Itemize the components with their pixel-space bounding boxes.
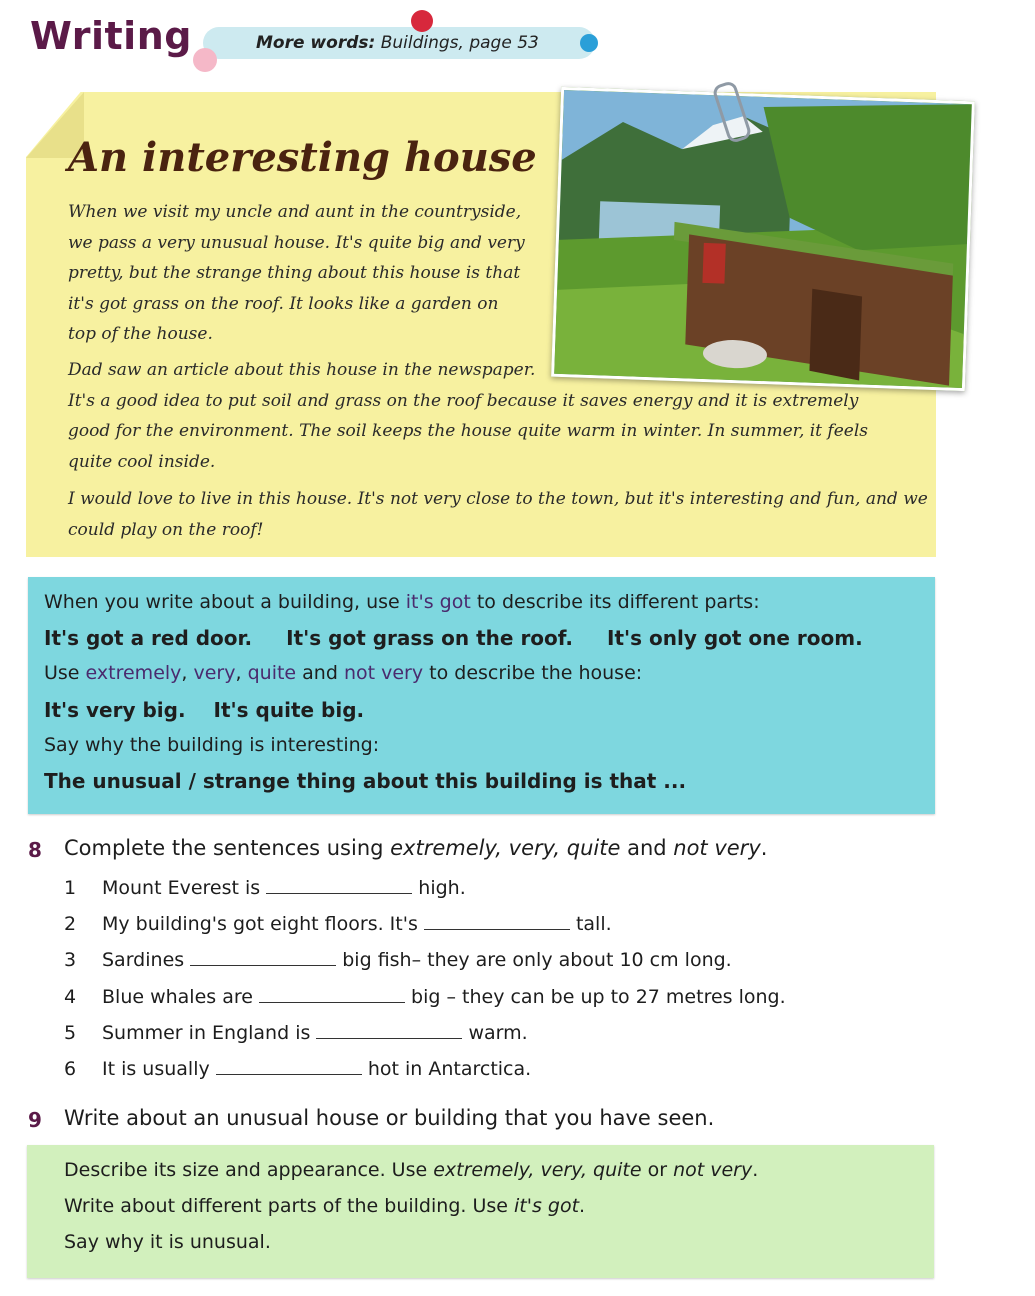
tip-text: to describe the house: (423, 662, 643, 684)
note-line: It's a good idea to put soil and grass on the roof because it saves energy and it is extremely (68, 390, 859, 411)
prompt-text: Describe its size and appearance. Use (64, 1159, 434, 1181)
tip-highlight: very (193, 662, 236, 684)
exercise-8-item-4 (64, 982, 786, 1008)
exercise-9-number: 9 (28, 1108, 42, 1132)
item-text-after: big fish– they are only about 10 cm long. (342, 949, 732, 971)
note-paragraph-3 (68, 484, 928, 545)
tip-highlight: extremely (85, 662, 182, 684)
more-words-reference (256, 33, 539, 53)
decorative-dot-pink (193, 48, 217, 72)
item-text-before: Sardines (102, 949, 185, 971)
item-text-before: Blue whales are (102, 986, 253, 1008)
more-words-label: More words: (256, 33, 376, 53)
item-text-after: warm. (468, 1022, 528, 1044)
item-number: 5 (64, 1022, 77, 1044)
tip-text: Use (44, 662, 86, 684)
decorative-dot-red (411, 10, 433, 32)
item-text-after: big – they can be up to 27 metres long. (411, 986, 786, 1008)
exercise-8-item-6 (64, 1054, 531, 1080)
instruction-text: . (760, 836, 768, 860)
exercise-8-instruction (64, 836, 767, 860)
answer-blank[interactable] (266, 873, 412, 894)
prompt-text: . (579, 1195, 586, 1217)
tip-line-2: Use extremely, very, quite and not very to describe the house: (44, 662, 643, 684)
note-line: top of the house. (68, 324, 213, 344)
tip-line-3: Say why the building is interesting: (44, 734, 380, 756)
item-number: 1 (64, 877, 77, 899)
answer-blank[interactable] (316, 1018, 462, 1039)
exercise-8-item-5 (64, 1018, 528, 1044)
note-line: it's got grass on the roof. It looks like a garden on (68, 293, 499, 314)
note-title: An interesting house (68, 134, 537, 181)
tip-line-1 (44, 591, 760, 613)
tip-highlight: not very (343, 662, 424, 684)
tip-example-3: The unusual / strange thing about this building is that ... (44, 769, 687, 793)
note-line: pretty, but the strange thing about this house is that (68, 263, 521, 283)
prompt-text: . (752, 1159, 759, 1181)
note-line: I would love to live in this house. It's not very close to the town, but it's interesting and fun, and we (68, 489, 928, 509)
prompt-italic: it's got (514, 1195, 580, 1217)
item-number: 4 (64, 986, 77, 1008)
item-text-before: Summer in England is (102, 1022, 311, 1044)
more-words-page: Buildings, page 53 (380, 33, 539, 53)
exercise-8-number: 8 (28, 838, 42, 862)
tip-example: It's quite big. (213, 698, 365, 722)
item-number: 2 (64, 913, 77, 935)
grass-roof-house-photo (551, 87, 975, 391)
item-text-before: Mount Everest is (102, 877, 261, 899)
note-line: good for the environment. The soil keeps the house quite warm in winter. In summer, it feels (68, 421, 868, 441)
instruction-italic: not very (673, 836, 761, 860)
tip-example: It's only got one room. (607, 626, 863, 650)
instruction-italic: extremely, very, quite (390, 836, 621, 860)
tip-text: to describe its different parts: (470, 591, 760, 613)
prompt-italic: not very (673, 1159, 753, 1181)
decorative-dot-blue (580, 34, 598, 52)
note-line: Dad saw an article about this house in the newspaper. (68, 360, 536, 380)
exercise-8-item-3 (64, 945, 732, 971)
instruction-text: and (620, 836, 674, 860)
note-line: When we visit my uncle and aunt in the countryside, (68, 202, 522, 222)
item-text-before: My building's got eight floors. It's (102, 913, 418, 935)
note-line: we pass a very unusual house. It's quite big and very (68, 232, 525, 253)
answer-blank[interactable] (190, 945, 336, 966)
prompt-text: or (641, 1159, 674, 1181)
exercise-9-instruction: Write about an unusual house or building that you have seen. (64, 1106, 715, 1130)
prompt-line-2 (64, 1195, 585, 1217)
exercise-8-item-2 (64, 909, 612, 935)
tip-highlight: quite (247, 662, 297, 684)
exercise-8-item-1 (64, 873, 466, 899)
item-number: 6 (64, 1058, 77, 1080)
tip-examples-1 (44, 626, 863, 650)
note-paragraph-1 (68, 197, 525, 350)
tip-text: When you write about a building, use (44, 591, 406, 613)
answer-blank[interactable] (216, 1054, 362, 1075)
answer-blank[interactable] (259, 982, 405, 1003)
note-line: quite cool inside. (68, 451, 216, 472)
instruction-text: Complete the sentences using (64, 836, 391, 860)
prompt-italic: extremely, very, quite (433, 1159, 642, 1181)
tip-example: It's very big. (44, 698, 186, 722)
item-text-after: hot in Antarctica. (367, 1058, 532, 1080)
tip-example: It's got grass on the roof. (286, 626, 573, 650)
tip-example: It's got a red door. (44, 626, 253, 650)
prompt-line-1 (64, 1159, 758, 1181)
item-number: 3 (64, 949, 77, 971)
prompt-line-3: Say why it is unusual. (64, 1231, 271, 1253)
item-text-after: high. (418, 877, 466, 899)
note-line: could play on the roof! (68, 519, 264, 540)
tip-highlight: it's got (405, 591, 471, 613)
item-text-after: tall. (575, 913, 612, 935)
tip-examples-2 (44, 698, 364, 722)
prompt-text: Write about different parts of the building. Use (64, 1195, 514, 1217)
answer-blank[interactable] (424, 909, 570, 930)
item-text-before: It is usually (102, 1058, 210, 1080)
page-title: Writing (30, 14, 192, 58)
tip-text: and (296, 662, 344, 684)
